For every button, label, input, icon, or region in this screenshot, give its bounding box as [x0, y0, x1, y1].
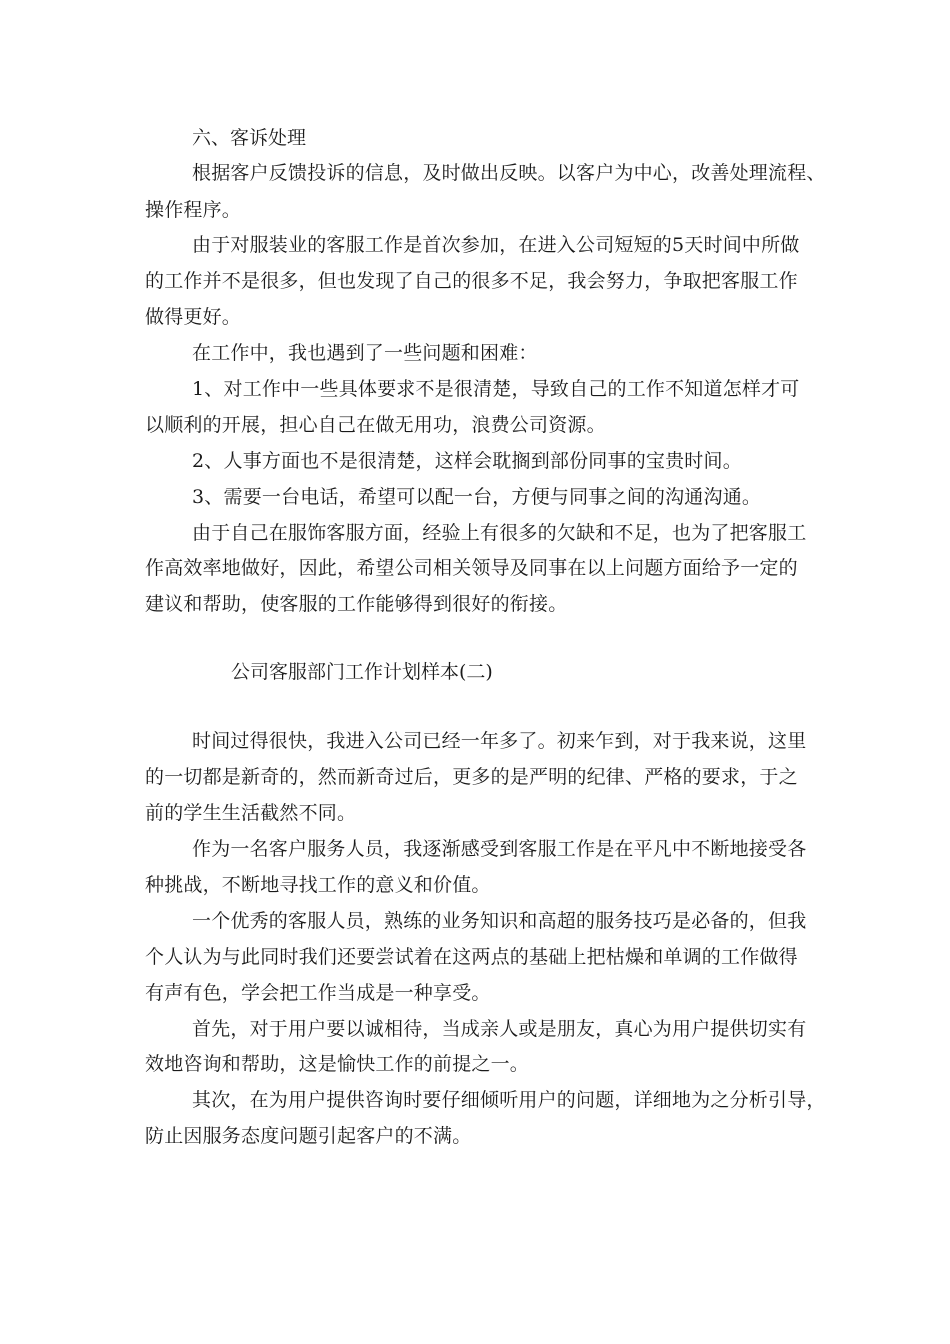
paragraph-line: 3、需要一台电话，希望可以配一台，方便与同事之间的沟通沟通。 — [192, 486, 762, 508]
paragraph-line: 由于自己在服饰客服方面，经验上有很多的欠缺和不足，也为了把客服工 — [192, 522, 807, 544]
paragraph-line: 根据客户反馈投诉的信息，及时做出反映。以客户为中心，改善处理流程、 — [192, 162, 826, 184]
paragraph-line: 其次，在为用户提供咨询时要仔细倾听用户的问题，详细地为之分析引导， — [192, 1089, 826, 1111]
paragraph-line: 操作程序。 — [145, 199, 242, 221]
paragraph-line: 防止因服务态度问题引起客户的不满。 — [145, 1125, 472, 1147]
paragraph-line: 做得更好。 — [145, 306, 242, 328]
paragraph-line: 建议和帮助，使客服的工作能够得到很好的衔接。 — [145, 593, 568, 615]
paragraph-line: 效地咨询和帮助，这是愉快工作的前提之一。 — [145, 1053, 530, 1075]
paragraph-line: 种挑战，不断地寻找工作的意义和价值。 — [145, 874, 491, 896]
paragraph-line: 作高效率地做好，因此，希望公司相关领导及同事在以上问题方面给予一定的 — [145, 557, 798, 579]
paragraph-line: 由于对服装业的客服工作是首次参加，在进入公司短短的5天时间中所做 — [192, 234, 800, 256]
section-heading-customer-complaints: 六、客诉处理 — [192, 127, 307, 149]
paragraph-line: 的一切都是新奇的，然而新奇过后，更多的是严明的纪律、严格的要求，于之 — [145, 766, 798, 788]
paragraph-line: 有声有色，学会把工作当成是一种享受。 — [145, 982, 491, 1004]
paragraph-line: 一个优秀的客服人员，熟练的业务知识和高超的服务技巧是必备的，但我 — [192, 910, 807, 932]
paragraph-line: 作为一名客户服务人员，我逐渐感受到客服工作是在平凡中不断地接受各 — [192, 838, 807, 860]
paragraph-line: 1、对工作中一些具体要求不是很清楚，导致自己的工作不知道怎样才可 — [192, 378, 800, 400]
paragraph-line: 首先，对于用户要以诚相待，当成亲人或是朋友，真心为用户提供切实有 — [192, 1018, 807, 1040]
section-title-plan-sample-2: 公司客服部门工作计划样本(二) — [231, 661, 493, 683]
paragraph-line: 的工作并不是很多，但也发现了自己的很多不足，我会努力，争取把客服工作 — [145, 270, 798, 292]
paragraph-line: 以顺利的开展，担心自己在做无用功，浪费公司资源。 — [145, 414, 606, 436]
paragraph-line: 在工作中，我也遇到了一些问题和困难： — [192, 342, 538, 364]
paragraph-line: 时间过得很快，我进入公司已经一年多了。初来乍到，对于我来说，这里 — [192, 730, 807, 752]
paragraph-line: 前的学生生活截然不同。 — [145, 802, 357, 824]
paragraph-line: 个人认为与此同时我们还要尝试着在这两点的基础上把枯燥和单调的工作做得 — [145, 946, 798, 968]
paragraph-line: 2、人事方面也不是很清楚，这样会耽搁到部份同事的宝贵时间。 — [192, 450, 742, 472]
